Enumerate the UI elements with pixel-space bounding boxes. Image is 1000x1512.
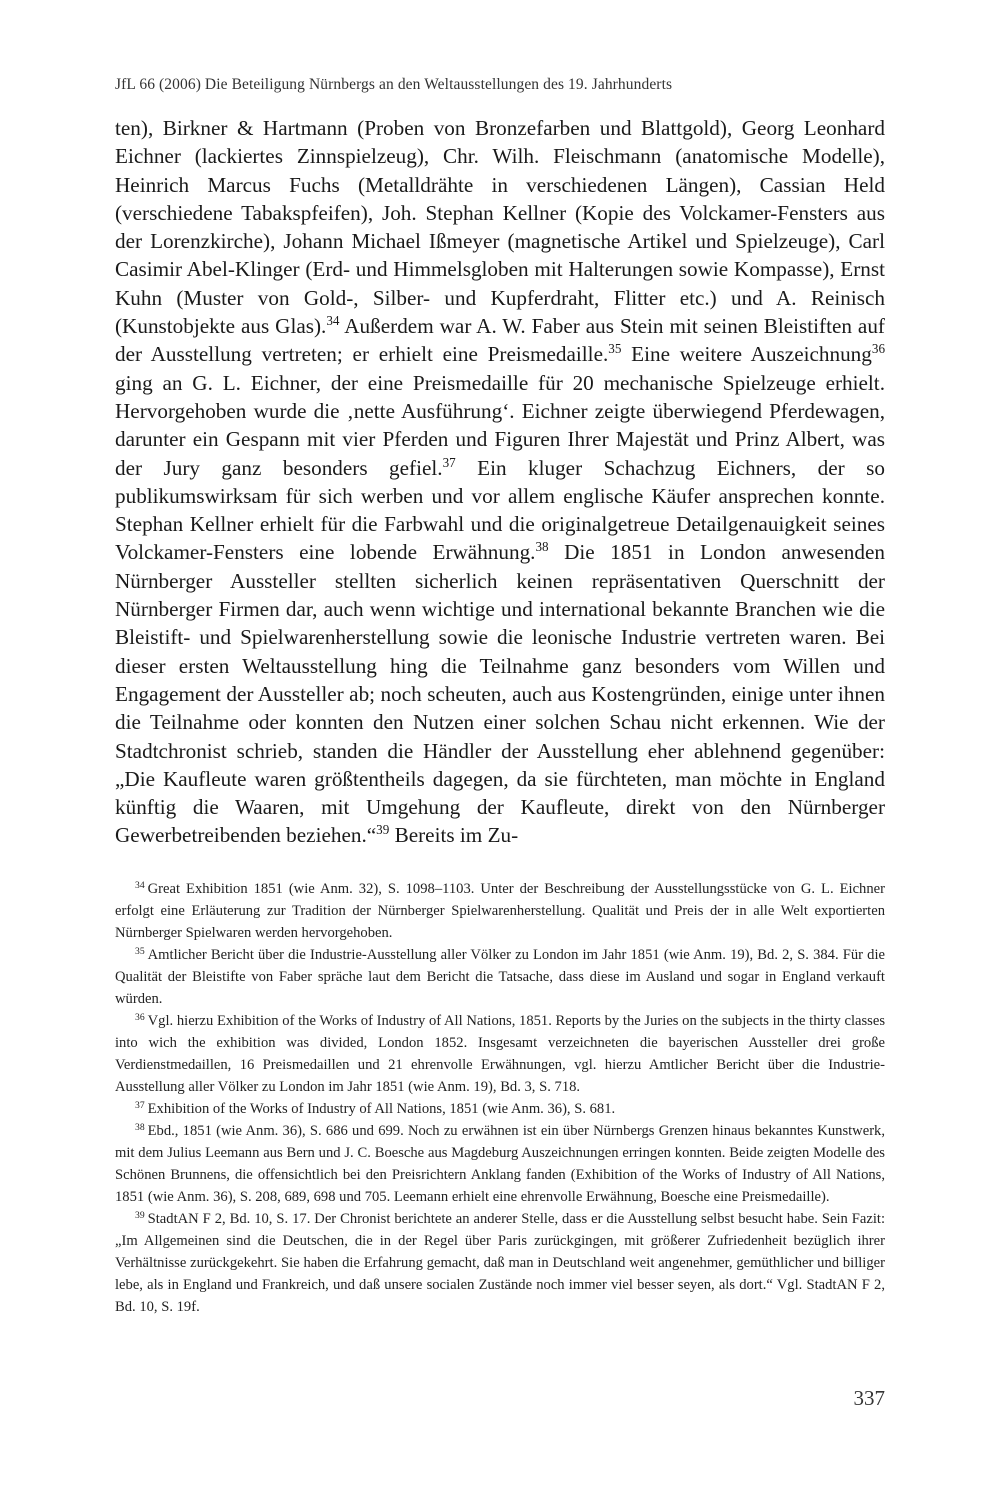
body-text-segment: ging an G. L. Eichner, der eine Preismedaille für 20 mechanische Spielzeuge erhielt. Hervorgehoben wurde die ‚nette Ausführung‘. Eichner zeigte überwiegend Pferdewagen, darunter ein Gespann mit vier Pferden und Figuren Ihrer Majestät und Prinz Albert, was der Jury ganz besonders gefiel. xyxy=(115,370,885,480)
body-text-segment: Ein kluger Schachzug Eichners, der so publikumswirksam für sich werben und vor allem englische Käufer ansprechen konnte. Stephan Kellner erhielt für die Farbwahl und die originalgetreue Detailgenauigkeit seines Volckamer-Fensters eine lobende Erwähnung. xyxy=(115,455,886,565)
body-text-segment: Außerdem war A. W. Faber aus Stein mit seinen Bleistiften auf der Ausstellung vertreten; er erhielt eine Preismedaille. xyxy=(115,314,885,367)
footnote-text: Ebd., 1851 (wie Anm. 36), S. 686 und 699. Noch zu erwähnen ist ein über Nürnbergs Grenzen hinaus bekanntes Kunstwerk, mit dem Julius Leemann aus Bern und J. C. Boesche aus Magdeburg Auszeichnungen erringen konnten. Beide zeigten Modelle des Schönen Brunnens, die offensichtlich bei den Preisrichtern Anklang fanden (Exhibition of the Works of Industry of All Nations, 1851 (wie Anm. 36), S. 208, 689, 698 und 705. Leemann erhielt eine ehrenvolle Erwähnung, Boesche eine Preismedaille). xyxy=(115,1123,885,1205)
footnote-number: 39 xyxy=(135,1209,145,1221)
body-text xyxy=(115,114,885,850)
footnotes xyxy=(115,878,885,1318)
footnote-reference[interactable]: 35 xyxy=(608,341,622,357)
footnote-reference[interactable]: 39 xyxy=(376,822,390,838)
footnote-reference[interactable]: 36 xyxy=(871,341,885,357)
footnote xyxy=(115,1010,885,1098)
running-head: JfL 66 (2006) Die Beteiligung Nürnbergs an den Weltausstellungen des 19. Jahrhunderts xyxy=(115,76,673,93)
body-text-segment: Bereits im Zu- xyxy=(389,823,519,848)
footnote-reference[interactable]: 38 xyxy=(535,539,549,555)
footnote-text: Vgl. hierzu Exhibition of the Works of Industry of All Nations, 1851. Reports by the Juries on the subjects in the thirty classes into wich the exhibition was divided, London 1852. Insgesamt verzeichneten die bayerischen Aussteller drei große Verdienstmedaillen, 16 Preismedaillen und 21 ehrenvolle Erwähnungen, vgl. hierzu Amtlicher Bericht über die Industrie-Ausstellung aller Völker zu London im Jahr 1851 (wie Anm. 19), Bd. 3, S. 718. xyxy=(115,1013,885,1095)
body-text-segment: Die 1851 in London anwesenden Nürnberger Aussteller stellten sicherlich keinen repräsentativen Querschnitt der Nürnberger Firmen dar, auch wenn wichtige und international bekannte Branchen wie die Bleistift- und Spielwarenherstellung sowie die leonische Industrie vertreten waren. Bei dieser ersten Weltausstellung hing die Teilnahme ganz besonders vom Willen und Engagement der Aussteller ab; noch scheuten, auch aus Kostengründen, einige unter ihnen die Teilnahme oder konnten den Nutzen einer solchen Schau nicht erkennen. Wie der Stadtchronist schrieb, standen die Händler der Ausstellung eher ablehnend gegenüber: „Die Kaufleute waren größtentheils dagegen, da sie fürchteten, man möchte in England künftig die Waaren, mit Umgehung der Kaufleute, direkt von den Nürnberger Gewerbetreibenden beziehen.“ xyxy=(115,540,885,848)
page xyxy=(115,0,885,1512)
footnote xyxy=(115,1098,885,1120)
footnote-text: Exhibition of the Works of Industry of All Nations, 1851 (wie Anm. 36), S. 681. xyxy=(147,1101,616,1117)
footnote-number: 38 xyxy=(135,1121,145,1133)
footnote xyxy=(115,944,885,1010)
footnote-text: Great Exhibition 1851 (wie Anm. 32), S. 1098–1103. Unter der Beschreibung der Ausstellungsstücke von G. L. Eichner erfolgt eine Erläuterung zur Tradition der Nürnberger Spielwarenherstellung. Qualität und Preis der in alle Welt exportierten Nürnberger Spielwaren werden hervorgehoben. xyxy=(115,881,885,941)
page-number: 337 xyxy=(853,1386,885,1410)
body-paragraph xyxy=(115,114,885,850)
body-text-segment: ten), Birkner & Hartmann (Proben von Bronzefarben und Blattgold), Georg Leonhard Eichner (lackiertes Zinnspielzeug), Chr. Wilh. Fleischmann (anatomische Modelle), Heinrich Marcus Fuchs (Metalldrähte in verschiedenen Längen), Cassian Held (verschiedene Tabakspfeifen), Joh. Stephan Kellner (Kopie des Volckamer-Fensters aus der Lorenzkirche), Johann Michael Ißmeyer (magnetische Artikel und Spielzeuge), Carl Casimir Abel-Klinger (Erd- und Himmelsgloben mit Halterungen sowie Kompasse), Ernst Kuhn (Muster von Gold-, Silber- und Kupferdraht, Flitter etc.) und A. Reinisch (Kunstobjekte aus Glas). xyxy=(115,116,885,339)
footnote xyxy=(115,878,885,944)
footnote-number: 34 xyxy=(135,879,145,891)
footnote-number: 35 xyxy=(135,945,145,957)
footnote xyxy=(115,1208,885,1318)
footnote-text: StadtAN F 2, Bd. 10, S. 17. Der Chronist berichtete an anderer Stelle, dass er die Ausstellung selbst besucht habe. Sein Fazit: „Im Allgemeinen sind die Deutschen, die in der Regel über Paris zurückgingen, mit größerer Zufriedenheit bezüglich ihrer Verhältnisse zurückgekehrt. Sie haben die Erfahrung gemacht, daß man in Deutschland weit angenehmer, gemüthlicher und billiger lebe, als in England und Frankreich, und daß unsere socialen Zustände noch immer viel besser seyen, als dort.“ Vgl. StadtAN F 2, Bd. 10, S. 19f. xyxy=(115,1211,885,1315)
footnote-number: 36 xyxy=(135,1011,145,1023)
footnote-reference[interactable]: 37 xyxy=(442,454,456,470)
footnote-reference[interactable]: 34 xyxy=(326,313,340,329)
footnote-text: Amtlicher Bericht über die Industrie-Ausstellung aller Völker zu London im Jahr 1851 (wie Anm. 19), Bd. 2, S. 384. Für die Qualität der Bleistifte von Faber spräche laut dem Bericht die Tatsache, dass diese im Ausland und sogar in England verkauft würden. xyxy=(115,947,885,1007)
footnote xyxy=(115,1120,885,1208)
body-text-segment: Eine weitere Auszeichnung xyxy=(621,342,872,367)
footnote-number: 37 xyxy=(135,1099,145,1111)
